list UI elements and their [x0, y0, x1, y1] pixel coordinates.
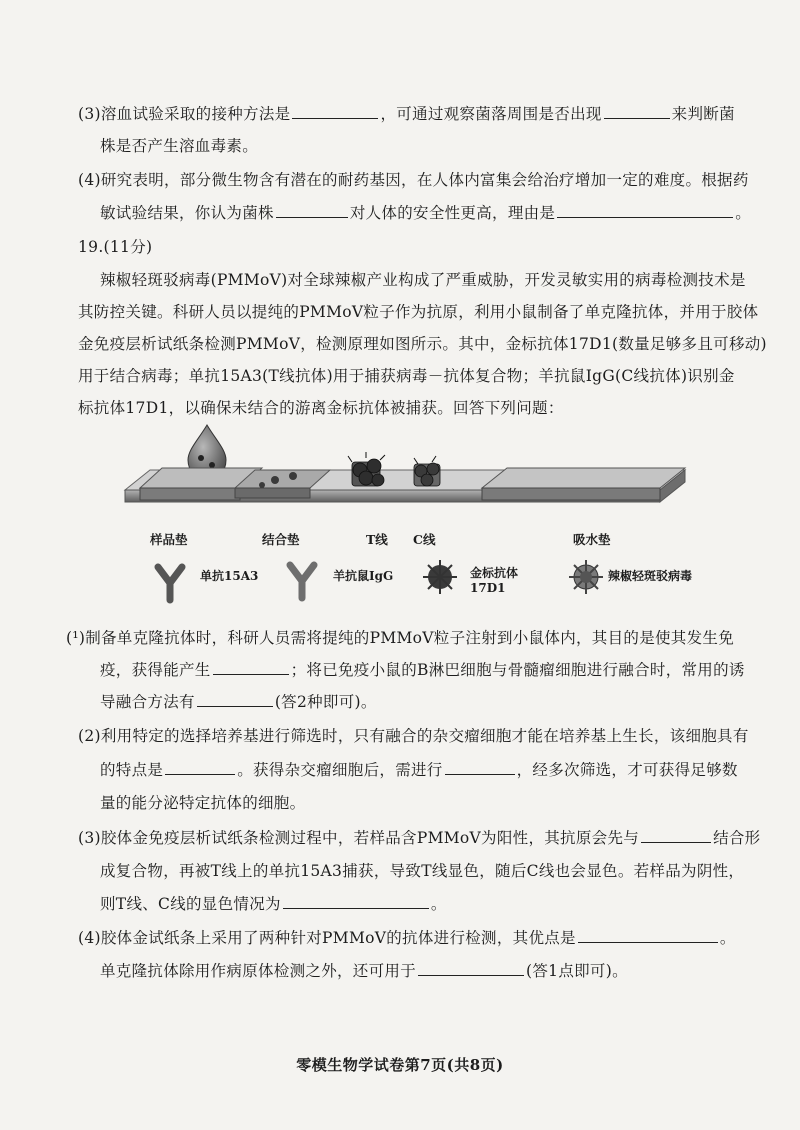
label-c-line: C线	[413, 532, 436, 547]
answer-blank[interactable]	[445, 760, 515, 775]
q19-part3-line1: (3)胶体金免疫层析试纸条检测过程中，若样品含PMMoV为阳性，其抗原会先与 结合形	[78, 829, 761, 847]
q19-part2-line2: 的特点是 。获得杂交瘤细胞后，需进行 ，经多次筛选，才可获得足够数	[100, 761, 738, 779]
q19-part4-line2: 单克隆抗体除用作病原体检测之外，还可用于 (答1点即可)。	[100, 962, 628, 980]
q19-part1-line2: 疫，获得能产生 ；将已免疫小鼠的B淋巴细胞与骨髓瘤细胞进行融合时，常用的诱	[100, 661, 745, 679]
absorbent-pad-shape	[482, 468, 685, 500]
answer-blank[interactable]	[641, 828, 711, 843]
answer-blank[interactable]	[213, 660, 289, 675]
q19-part3-line3: 则T线、C线的显色情况为 。	[100, 895, 447, 913]
q19-intro-line4: 用于结合病毒；单抗15A3(T线抗体)用于捕获病毒－抗体复合物；羊抗鼠IgG(C线抗体)识别金	[78, 367, 735, 385]
label-conjugate-pad: 结合垫	[262, 532, 300, 547]
q18-part3-line2: 株是否产生溶血毒素。	[100, 137, 259, 155]
answer-blank[interactable]	[197, 692, 273, 707]
legend-mab-15a3: 单抗15A3	[200, 569, 259, 583]
q19-part2-line1: (2)利用特定的选择培养基进行筛选时，只有融合的杂交瘤细胞才能在培养基上生长，该细胞具有	[78, 727, 749, 745]
q19-intro-line3: 金免疫层析试纸条检测PMMoV，检测原理如图所示。其中，金标抗体17D1(数量足够多且可移动)	[78, 335, 767, 353]
q19-intro-line2: 其防控关键。科研人员以提纯的PMMoV粒子作为抗原，利用小鼠制备了单克隆抗体，并用于胶体	[78, 303, 759, 321]
legend-gold-antibody: 金标抗体 17D1	[470, 566, 519, 595]
q19-part4-line1: (4)胶体金试纸条上采用了两种针对PMMoV的抗体进行检测，其优点是 。	[78, 929, 736, 947]
label-t-line: T线	[366, 532, 388, 547]
legend-virus: 辣椒轻斑驳病毒	[608, 569, 693, 583]
label-absorbent-pad: 吸水垫	[573, 532, 611, 547]
q19-part2-line3: 量的能分泌特定抗体的细胞。	[100, 794, 306, 812]
legend-goat-igg: 羊抗鼠IgG	[333, 569, 394, 583]
page-footer: 零模生物学试卷第7页(共8页)	[296, 1056, 504, 1074]
answer-blank[interactable]	[165, 760, 235, 775]
label-sample-pad: 样品垫	[150, 532, 188, 547]
q18-part4-line1: (4)研究表明，部分微生物含有潜在的耐药基因，在人体内富集会给治疗增加一定的难度。根据药	[78, 171, 749, 189]
c-line-cluster	[414, 456, 440, 486]
answer-blank[interactable]	[578, 928, 718, 943]
q18-part4-line2: 敏试验结果，你认为菌株 对人体的安全性更高，理由是 。	[100, 204, 752, 222]
gold-antibody-icon	[423, 560, 457, 594]
q19-part1-line1: (¹)制备单克隆抗体时，科研人员需将提纯的PMMoV粒子注射到小鼠体内，其目的是使其发生免	[66, 629, 735, 647]
virus-icon	[569, 560, 603, 594]
answer-blank[interactable]	[418, 961, 524, 976]
q19-intro-line1: 辣椒轻斑驳病毒(PMMoV)对全球辣椒产业构成了严重威胁，开发灵敏实用的病毒检测技术是	[100, 271, 746, 289]
q19-part1-line3: 导融合方法有 (答2种即可)。	[100, 693, 377, 711]
goat-anti-mouse-igg-icon	[290, 565, 314, 598]
answer-blank[interactable]	[283, 894, 429, 909]
q19-intro-line5: 标抗体17D1，以确保未结合的游离金标抗体被捕获。回答下列问题：	[78, 399, 564, 417]
antibody-15a3-icon	[158, 567, 182, 600]
q18-part3-line1: (3)溶血试验采取的接种方法是 ，可通过观察菌落周围是否出现 来判断菌	[78, 105, 735, 123]
t-line-cluster	[348, 452, 385, 486]
q19-part3-line2: 成复合物，再被T线上的单抗15A3捕获，导致T线显色，随后C线也会显色。若样品为阴性，	[100, 862, 745, 880]
q19-header: 19.(11分)	[78, 238, 153, 256]
